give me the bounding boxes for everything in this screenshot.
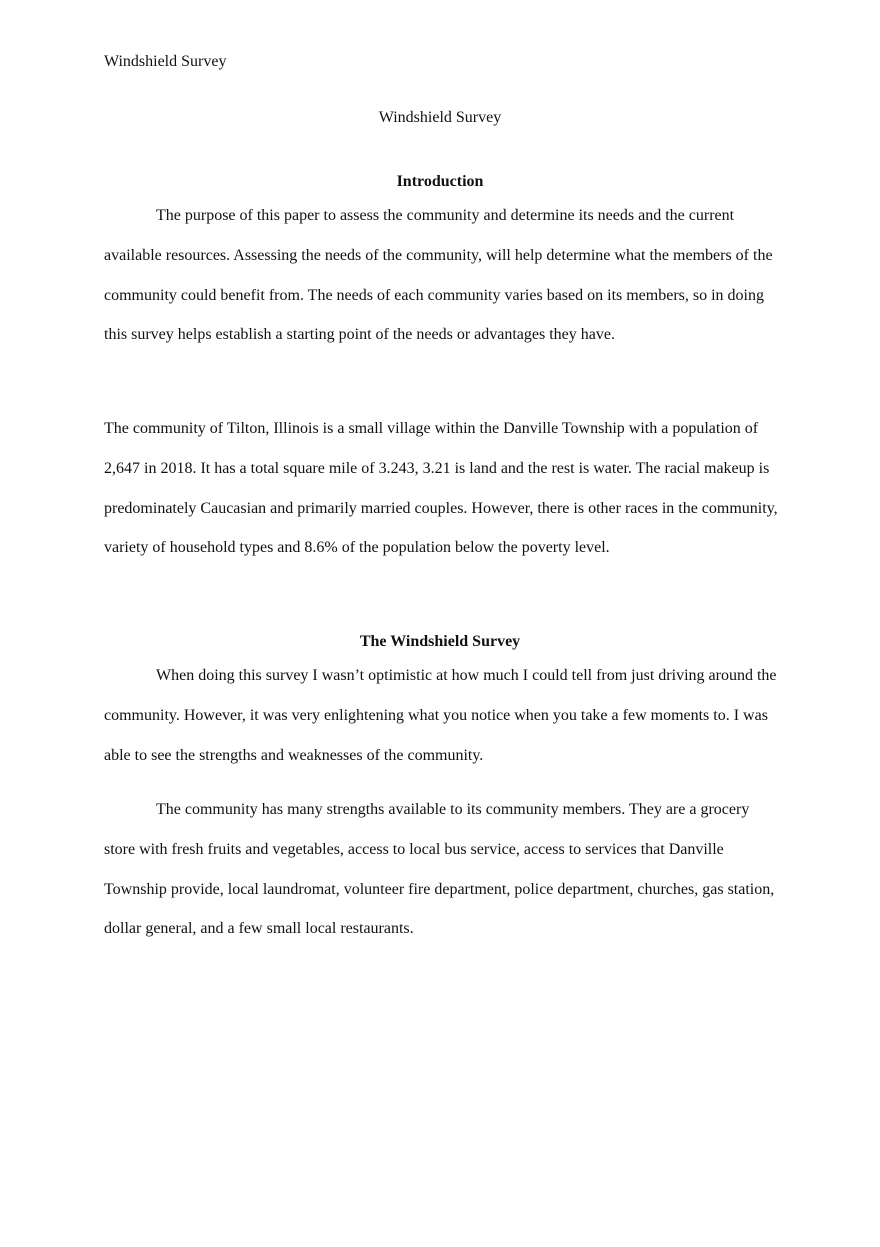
survey-paragraph-2: The community has many strengths available to its community members. They are a grocery store with fresh fruits and vegetables, access to local bus service, access to services that Danville Township provide, local laundromat, volunteer fire department, police department, churches, gas station, dollar general, and a few small local restaurants. [104, 801, 775, 938]
section-heading-windshield-survey: The Windshield Survey [359, 633, 521, 650]
page-title: Windshield Survey [378, 109, 502, 126]
survey-paragraph-1: When doing this survey I wasn’t optimistic at how much I could tell from just driving around the community. However, it was very enlightening what you notice when you take a few moments to. I was able to see the strengths and weaknesses of the community. [104, 667, 777, 764]
section-heading-introduction: Introduction [396, 173, 484, 190]
intro-paragraph-2: The community of Tilton, Illinois is a small village within the Danville Township with a population of 2,647 in 2018. It has a total square mile of 3.243, 3.21 is land and the rest is water. The racial makeup is predominately Caucasian and primarily married couples. However, there is other races in the community, variety of household types and 8.6% of the population below the poverty level. [104, 420, 778, 557]
intro-paragraph-1: The purpose of this paper to assess the community and determine its needs and the current available resources. Assessing the needs of the community, will help determine what the members of the community could benefit from. The needs of each community varies based on its members, so in doing this survey helps establish a starting point of the needs or advantages they have. [104, 207, 773, 344]
running-head: Windshield Survey [104, 53, 227, 70]
